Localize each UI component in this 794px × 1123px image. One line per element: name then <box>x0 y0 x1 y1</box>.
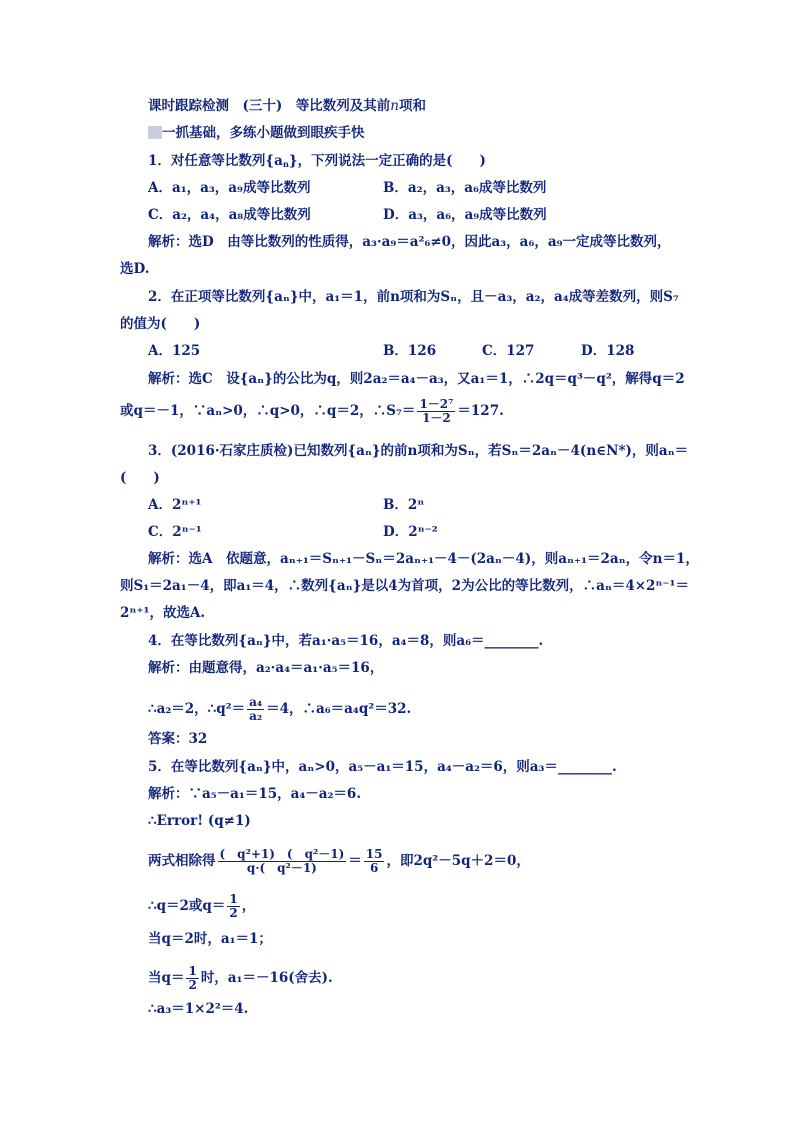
question-3-option-c: C．2ⁿ⁻¹ <box>148 524 202 540</box>
question-3-option-b: B．2ⁿ <box>383 497 425 513</box>
question-3-stem-line-2: ( ) <box>120 470 160 486</box>
question-2-option-a: A．125 <box>148 343 201 359</box>
question-2-stem-line-2: 的值为( ) <box>120 316 201 332</box>
fraction-q-squared: $\frac{\text{a₄}}{\text{a₂}}$ <box>249 695 263 723</box>
question-3-option-d: D．2ⁿ⁻² <box>383 524 438 540</box>
question-4-solution-line-2: ∴a₂＝2，∴q²＝ $\frac{\text{a₄}}{\text{a₂}}$ ＝4，∴a₆＝a₄q²＝32. <box>148 695 412 723</box>
question-2-solution-line-2: 或q＝－1，∵aₙ>0，∴q>0，∴q＝2，∴S₇＝ $\frac{\text{1－2⁷}}{1-2}$ ＝127. <box>120 397 504 425</box>
question-5-solution-line-7: ∴a₃＝1×2²＝4. <box>148 1001 249 1017</box>
question-5-solution-line-4: ∴q＝2或q＝ $\frac{1}{2}$ ， <box>148 892 256 920</box>
question-5-solution-line-3: 两式相除得 $\frac{\text{( q²+1) ( q²－1)}}{\text{q·( q²－1)}}$ ＝ $\frac{15}{6}$ ，即2q²－5q＋2＝0， <box>148 847 530 875</box>
question-2-solution-line-1: 解析：选C 设{aₙ}的公比为q，则2a₂＝a₄－a₃，又a₁＝1，∴2q＝q³－q²，解得q＝2 <box>148 371 685 387</box>
question-3-solution-line-3: 2ⁿ⁺¹，故选A. <box>120 605 206 621</box>
fraction-ratio: $\frac{\text{( q²+1) ( q²－1)}}{\text{q·( q²－1)}}$ <box>219 847 345 875</box>
page-subtitle: 一抓基础，多练小题做到眼疾手快 <box>148 125 365 141</box>
question-1-option-a: A．a₁，a₃，a₉成等比数列 <box>148 180 311 196</box>
question-4-stem: 4．在等比数列{aₙ}中，若a₁·a₅＝16，a₄＝8，则a₆＝________. <box>148 633 544 649</box>
question-1-option-b: B．a₂，a₃，a₆成等比数列 <box>383 180 547 196</box>
fraction-15-over-6: $\frac{15}{6}$ <box>365 847 383 875</box>
question-2-option-b: B．126 <box>383 343 437 359</box>
question-3-solution-line-1: 解析：选A 依题意，aₙ₊₁＝Sₙ₊₁－Sₙ＝2aₙ₊₁－4－(2aₙ－4)，则aₙ₊₁＝2aₙ，令n＝1， <box>148 551 699 567</box>
question-5-solution-line-1: 解析：∵a₅－a₁＝15，a₄－a₂＝6. <box>148 786 362 802</box>
question-3-option-a: A．2ⁿ⁺¹ <box>148 497 202 513</box>
question-1-solution-line-2: 选D. <box>120 261 150 277</box>
question-5-solution-line-6: 当q＝ $\frac{1}{2}$ 时，a₁＝－16(舍去). <box>148 964 333 992</box>
question-5-stem: 5．在等比数列{aₙ}中，aₙ>0，a₅－a₁＝15，a₄－a₂＝6，则a₃＝________. <box>148 759 617 775</box>
page-title: 课时跟踪检测 (三十) 等比数列及其前n项和 <box>148 98 426 114</box>
fraction-one-half-2: $\frac{1}{2}$ <box>188 964 197 992</box>
question-5-solution-line-2: ∴Error! (q≠1) <box>148 813 251 829</box>
question-4-answer: 答案：32 <box>148 731 208 747</box>
question-1-option-c: C．a₂，a₄，a₈成等比数列 <box>148 207 311 223</box>
question-2-option-d: D．128 <box>581 343 635 359</box>
fraction-s7: $\frac{\text{1－2⁷}}{1-2}$ <box>419 397 454 425</box>
question-2-stem-line-1: 2．在正项等比数列{aₙ}中，a₁＝1，前n项和为Sₙ，且－a₃，a₂，a₄成等差数列，则S₇ <box>148 289 679 305</box>
question-2-option-c: C．127 <box>482 343 535 359</box>
decorative-block-icon <box>148 126 162 139</box>
question-1-stem: 1．对任意等比数列$\{a_n\}$，下列说法一定正确的是( ) <box>148 153 486 170</box>
fraction-one-half: $\frac{1}{2}$ <box>229 892 238 920</box>
question-4-solution-line-1: 解析：由题意得，a₂·a₄＝a₁·a₅＝16， <box>148 660 384 676</box>
question-1-solution-line-1: 解析：选D 由等比数列的性质得，a₃·a₉＝a²₆≠0，因此a₃，a₆，a₉一定成等比数列， <box>148 234 671 250</box>
question-3-stem-line-1: 3．(2016·石家庄质检)已知数列{aₙ}的前n项和为Sₙ，若Sₙ＝2aₙ－4(n∈N*)，则aₙ＝ <box>148 443 689 459</box>
question-5-solution-line-5: 当q＝2时，a₁＝1； <box>148 931 272 947</box>
question-3-solution-line-2: 则S₁＝2a₁－4，即a₁＝4，∴数列{aₙ}是以4为首项，2为公比的等比数列，∴aₙ＝4×2ⁿ⁻¹＝ <box>120 578 689 594</box>
question-1-option-d: D．a₃，a₆，a₉成等比数列 <box>383 207 547 223</box>
